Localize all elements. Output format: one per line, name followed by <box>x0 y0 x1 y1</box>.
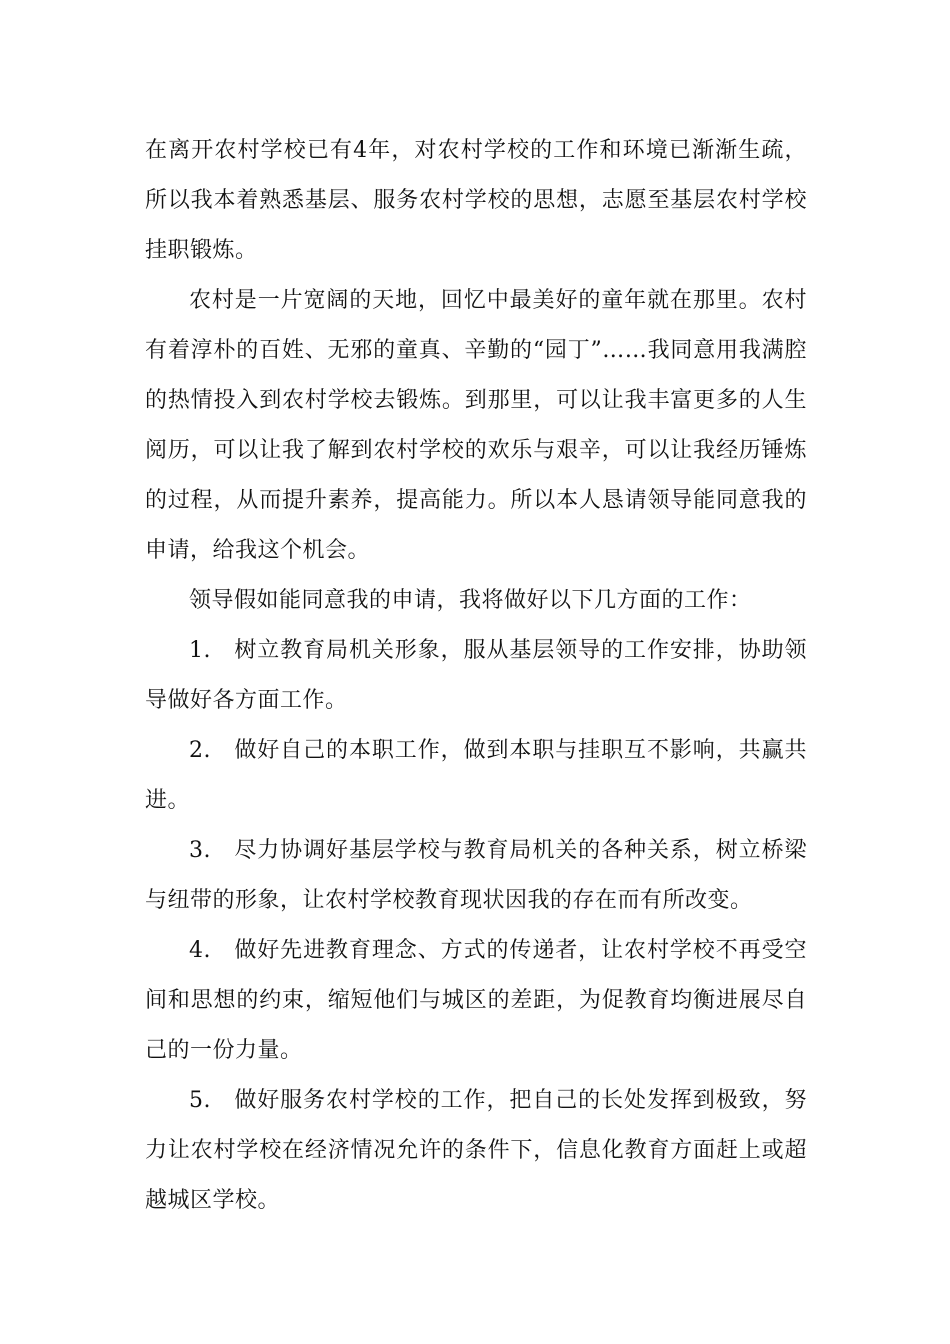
paragraph-continuation: 在离开农村学校已有4年，对农村学校的工作和环境已渐渐生疏，所以我本着熟悉基层、服务农村学校的思想，志愿至基层农村学校挂职锻炼。 <box>145 138 807 263</box>
list-item-4: 4. 做好先进教育理念、方式的传递者，让农村学校不再受空间和思想的约束，缩短他们与城区的差距，为促教育均衡进展尽自己的一份力量。 <box>145 938 807 1063</box>
paragraph-work-intro: 领导假如能同意我的申请，我将做好以下几方面的工作： <box>189 588 752 613</box>
document-body <box>145 126 807 1226</box>
paragraph-rural-life: 农村是一片宽阔的天地，回忆中最美好的童年就在那里。农村有着淳朴的百姓、无邪的童真、辛勤的“园丁”……我同意用我满腔的热情投入到农村学校去锻炼。到那里，可以让我丰富更多的人生阅历，可以让我了解到农村学校的欢乐与艰辛，可以让我经历锤炼的过程，从而提升素养，提高能力。所以本人恳请领导能同意我的申请，给我这个机会。 <box>145 288 807 563</box>
list-item-5: 5. 做好服务农村学校的工作，把自己的长处发挥到极致，努力让农村学校在经济情况允许的条件下，信息化教育方面赶上或超越城区学校。 <box>145 1088 807 1213</box>
list-item-1: 1. 树立教育局机关形象，服从基层领导的工作安排，协助领导做好各方面工作。 <box>145 638 807 713</box>
list-item-3: 3. 尽力协调好基层学校与教育局机关的各种关系，树立桥梁与纽带的形象，让农村学校教育现状因我的存在而有所改变。 <box>145 838 807 913</box>
list-item-2: 2. 做好自己的本职工作，做到本职与挂职互不影响，共赢共进。 <box>145 738 807 813</box>
